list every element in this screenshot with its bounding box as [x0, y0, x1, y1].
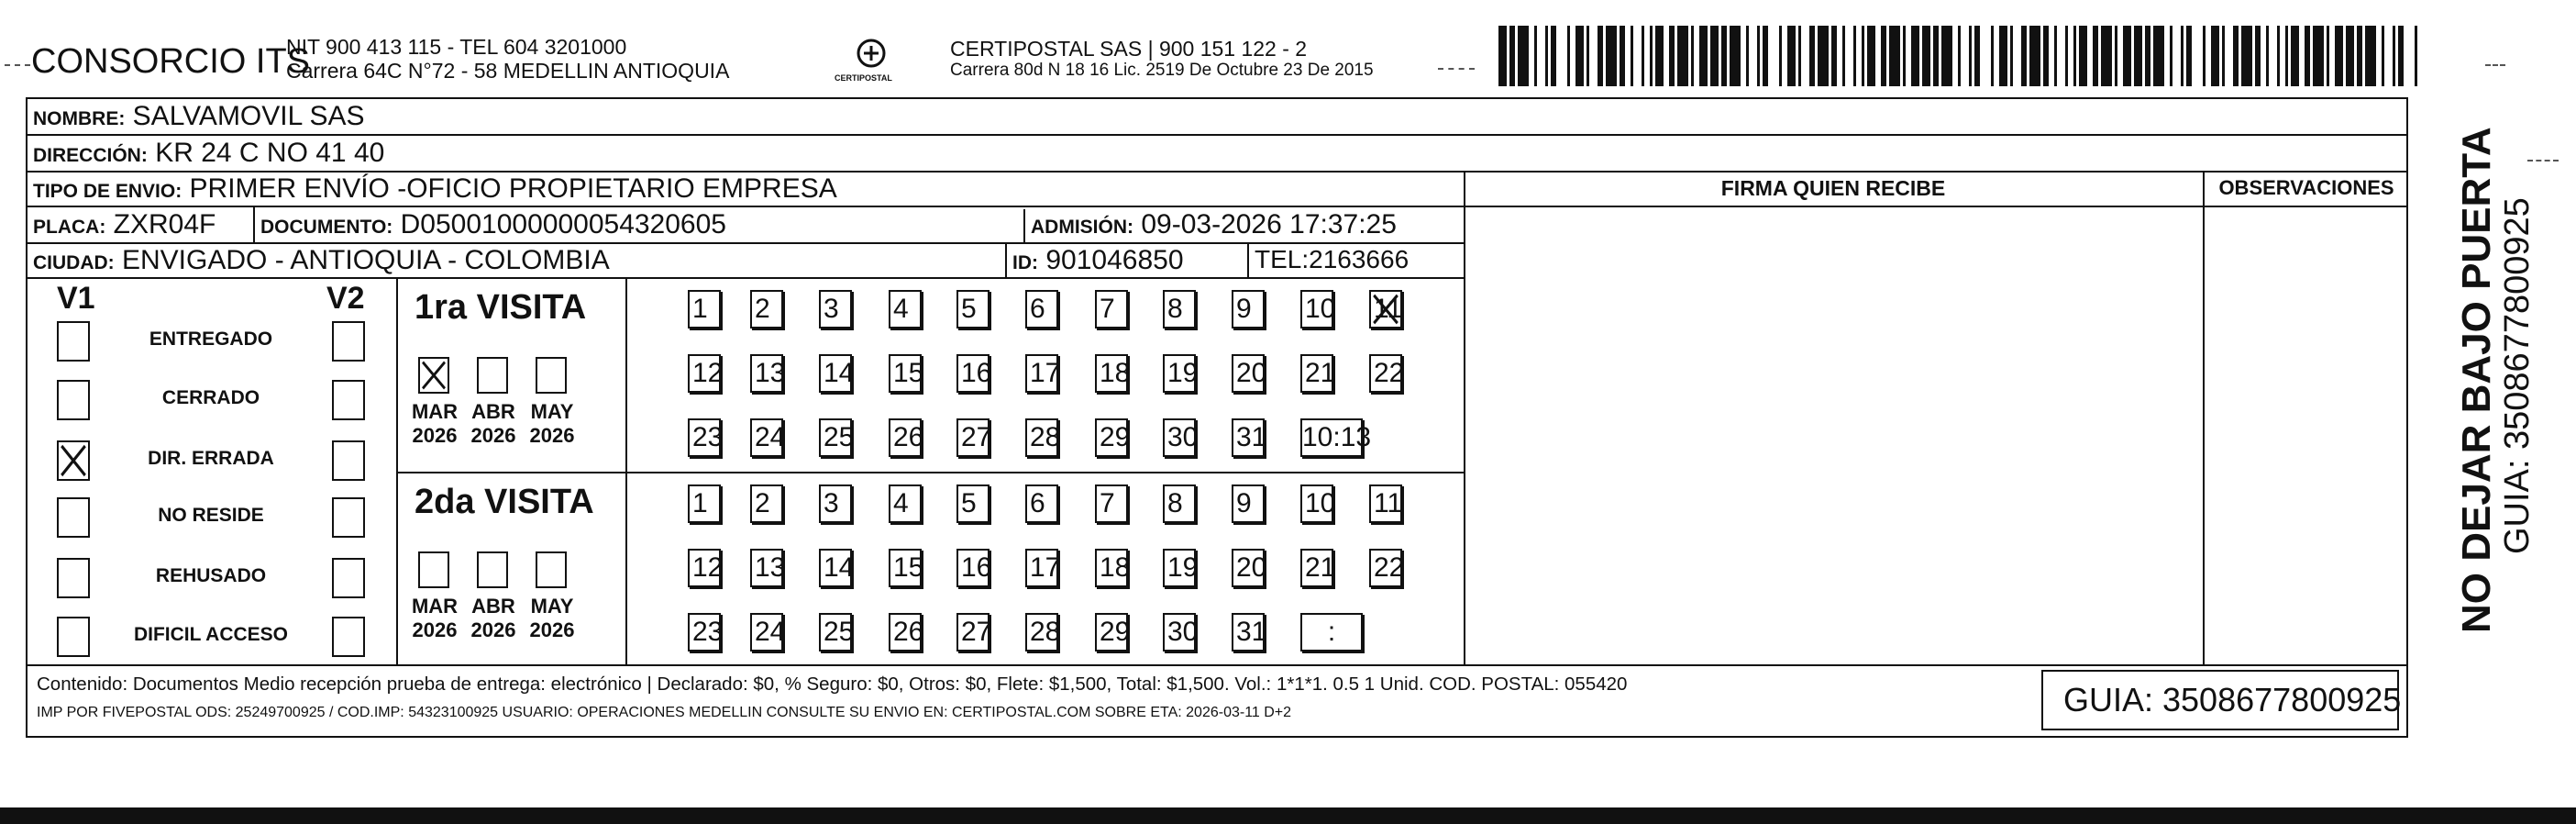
day-box[interactable]: [1369, 354, 1405, 393]
bottom-bar: [0, 807, 2576, 824]
company-name: CONSORCIO ITS: [31, 42, 311, 81]
day-box[interactable]: [889, 354, 922, 393]
v1-label: V1: [57, 281, 95, 316]
day-box[interactable]: [956, 418, 992, 457]
nombre-value: SALVAMOVIL SAS: [132, 101, 365, 131]
year-label: 2026: [470, 618, 516, 641]
carrier-name: CERTIPOSTAL SAS | 900 151 122 - 2: [950, 37, 1308, 61]
day-box[interactable]: [1369, 484, 1402, 523]
visit-title: 2da VISITA: [415, 483, 594, 521]
day-number: 30: [1167, 422, 1199, 452]
day-box[interactable]: [819, 484, 852, 523]
day-box[interactable]: [1025, 418, 1061, 457]
day-box[interactable]: [956, 484, 989, 523]
admision-label: ADMISIÓN:: [1031, 217, 1133, 238]
day-number: 22: [1374, 552, 1405, 583]
nombre-row: [33, 101, 365, 132]
admision-field: [1031, 209, 1397, 240]
month-checkbox[interactable]: [536, 357, 567, 394]
day-box[interactable]: [956, 354, 992, 393]
documento-value: D05001000000054320605: [400, 209, 726, 239]
documento-field: [260, 209, 726, 240]
day-box[interactable]: [1300, 549, 1336, 587]
day-box[interactable]: [1163, 290, 1196, 328]
day-box[interactable]: [1369, 290, 1402, 328]
direccion-label: DIRECCIÓN:: [33, 145, 148, 166]
v2-label: V2: [326, 281, 365, 316]
day-box[interactable]: [819, 290, 852, 328]
month-checkbox[interactable]: [418, 357, 449, 394]
day-number: 13: [755, 552, 786, 583]
v2-checkbox[interactable]: [332, 440, 365, 481]
row-line: [1464, 206, 2408, 207]
day-number: 14: [824, 552, 855, 583]
id-field: [1012, 245, 1184, 276]
month-label: ABR: [471, 595, 515, 618]
tel-label: TEL:: [1255, 245, 1310, 273]
day-box[interactable]: [889, 290, 922, 328]
company-address: Carrera 64C N°72 - 58 MEDELLIN ANTIOQUIA: [286, 59, 730, 83]
time-box[interactable]: [1300, 418, 1372, 457]
day-number: 31: [1236, 617, 1267, 647]
tel-value: 2163666: [1309, 245, 1410, 273]
day-number: 5: [961, 294, 977, 324]
logo-caption: CERTIPOSTAL: [835, 73, 892, 83]
day-number: 23: [692, 422, 724, 452]
day-number: 8: [1167, 294, 1183, 324]
day-number: 25: [824, 422, 855, 452]
day-box[interactable]: [1232, 613, 1265, 651]
year-label: 2026: [412, 424, 458, 447]
day-box[interactable]: [750, 484, 783, 523]
header-dash-right: [2485, 64, 2505, 66]
day-box[interactable]: [1163, 484, 1196, 523]
header-dash-mid: [1438, 68, 1475, 70]
day-box[interactable]: [1025, 613, 1061, 651]
day-number: 18: [1100, 358, 1131, 388]
col-line: [1464, 171, 1465, 664]
month-label: MAR: [411, 595, 459, 618]
side-notice: NO DEJAR BAJO PUERTA: [2454, 127, 2499, 633]
footer-imp-line: IMP POR FIVEPOSTAL ODS: 25249700925 / COD.IMP: 54323100925 USUARIO: OPERACIONES MEDELLIN CONSULTE SU ENVIO EN: CERTIPOSTAL.COM SOBRE ETA: 2026-03-11 D+2: [37, 705, 1292, 720]
col-line: [1005, 242, 1007, 277]
direccion-row: [33, 138, 384, 169]
day-box[interactable]: [819, 418, 855, 457]
v2-checkbox[interactable]: [332, 321, 365, 362]
day-box[interactable]: [688, 290, 721, 328]
v2-checkbox[interactable]: [332, 558, 365, 598]
row-line: [26, 171, 2408, 173]
side-dash: [2527, 160, 2559, 161]
v2-checkbox[interactable]: [332, 380, 365, 420]
day-box[interactable]: [956, 549, 992, 587]
barcode: [1498, 26, 2416, 86]
month-label: MAR: [411, 400, 459, 423]
day-box[interactable]: [1025, 484, 1058, 523]
day-number: 28: [1030, 617, 1061, 647]
day-box[interactable]: [956, 290, 989, 328]
footer-content-line: Contenido: Documentos Medio recepción prueba de entrega: electrónico | Declarado: $0, % Seguro: $0, Otros: $0, Flete: $1,500, Total: $1,500. Vol.: 1*1*1. 0.5 1 Unid. COD. POSTAL: 055420: [37, 674, 1628, 695]
day-number: 20: [1236, 358, 1267, 388]
day-box[interactable]: [1232, 549, 1265, 587]
day-number: 31: [1236, 422, 1267, 452]
day-number: 14: [824, 358, 855, 388]
day-number: 1: [692, 294, 708, 324]
visit-title: 1ra VISITA: [415, 288, 587, 327]
time-box[interactable]: [1300, 613, 1363, 651]
status-label: REHUSADO: [155, 565, 267, 586]
status-label: DIR. ERRADA: [148, 448, 274, 469]
col-line: [2203, 171, 2205, 664]
day-box[interactable]: [819, 613, 855, 651]
footer-guia: GUIA: 3508677800925: [2063, 681, 2402, 718]
year-label: 2026: [529, 618, 575, 641]
day-number: 3: [824, 488, 839, 518]
day-box[interactable]: [889, 418, 922, 457]
id-value: 901046850: [1045, 245, 1184, 275]
day-box[interactable]: [688, 484, 721, 523]
day-number: 11: [1374, 294, 1403, 324]
day-number: 18: [1100, 552, 1131, 583]
placa-field: [33, 209, 216, 240]
day-box[interactable]: [750, 549, 786, 587]
day-number: 12: [692, 358, 724, 388]
day-number: 15: [893, 358, 924, 388]
day-number: 17: [1030, 552, 1061, 583]
day-box[interactable]: [1163, 418, 1199, 457]
ciudad-label: CIUDAD:: [33, 252, 115, 273]
day-number: 4: [893, 488, 909, 518]
day-number: 5: [961, 488, 977, 518]
day-box[interactable]: [1163, 354, 1199, 393]
carrier-address: Carrera 80d N 18 16 Lic. 2519 De Octubre 23 De 2015: [950, 61, 1374, 80]
company-nit-tel: NIT 900 413 115 - TEL 604 3201000: [286, 35, 627, 59]
day-box[interactable]: [750, 613, 786, 651]
placa-value: ZXR04F: [113, 209, 216, 239]
day-number: 3: [824, 294, 839, 324]
day-box[interactable]: [1025, 354, 1061, 393]
day-number: 27: [961, 422, 992, 452]
day-number: 15: [893, 552, 924, 583]
day-box[interactable]: [889, 484, 922, 523]
day-box[interactable]: [1095, 549, 1131, 587]
tipo-value: PRIMER ENVÍO -OFICIO PROPIETARIO EMPRESA: [189, 173, 837, 204]
day-number: 2: [755, 488, 770, 518]
day-box[interactable]: [688, 549, 724, 587]
day-number: 21: [1305, 358, 1336, 388]
month-checkbox[interactable]: [418, 551, 449, 588]
day-box[interactable]: [1095, 613, 1131, 651]
row-line: [26, 134, 2408, 136]
day-number: 6: [1030, 488, 1045, 518]
day-number: 29: [1100, 617, 1131, 647]
day-number: 24: [755, 617, 786, 647]
v1-checkbox[interactable]: [57, 321, 90, 362]
month-checkbox[interactable]: [477, 357, 508, 394]
col-line: [253, 206, 255, 242]
status-label: NO RESIDE: [158, 505, 264, 526]
status-label: ENTREGADO: [149, 328, 273, 350]
day-number: 21: [1305, 552, 1336, 583]
header-dash-left: [5, 64, 30, 66]
year-label: 2026: [529, 424, 575, 447]
day-number: 25: [824, 617, 855, 647]
day-number: 26: [893, 422, 924, 452]
day-number: 10: [1305, 488, 1336, 518]
month-checkbox[interactable]: [477, 551, 508, 588]
day-box[interactable]: [1163, 613, 1199, 651]
day-box[interactable]: [1095, 418, 1131, 457]
day-box[interactable]: [1095, 484, 1128, 523]
id-label: ID:: [1012, 252, 1038, 273]
day-number: 9: [1236, 488, 1252, 518]
day-box[interactable]: [889, 549, 922, 587]
ciudad-field: [33, 245, 610, 276]
day-box[interactable]: [1232, 418, 1265, 457]
day-number: 9: [1236, 294, 1252, 324]
day-number: 2: [755, 294, 770, 324]
month-label: ABR: [471, 400, 515, 423]
day-number: 29: [1100, 422, 1131, 452]
day-number: 19: [1167, 358, 1199, 388]
placa-label: PLACA:: [33, 217, 106, 238]
status-label: CERRADO: [161, 387, 260, 408]
day-number: 12: [692, 552, 724, 583]
row-line: [396, 472, 1464, 473]
day-box[interactable]: [1232, 354, 1265, 393]
col-line: [1247, 242, 1249, 277]
day-number: 23: [692, 617, 724, 647]
day-number: 26: [893, 617, 924, 647]
v2-checkbox[interactable]: [332, 617, 365, 657]
day-box[interactable]: [1232, 290, 1265, 328]
row-line: [26, 277, 1464, 279]
tel-field: [1255, 245, 1409, 274]
tipo-label: TIPO DE ENVIO:: [33, 181, 182, 202]
v1-checkbox[interactable]: [57, 380, 90, 420]
status-label: DIFICIL ACCESO: [133, 624, 288, 645]
day-box[interactable]: [1095, 354, 1131, 393]
day-number: 1: [692, 488, 708, 518]
day-number: 7: [1100, 294, 1115, 324]
day-number: 4: [893, 294, 909, 324]
day-box[interactable]: [688, 613, 724, 651]
day-number: 11: [1374, 488, 1403, 518]
day-box[interactable]: [750, 418, 786, 457]
row-line: [26, 664, 2408, 666]
day-box[interactable]: [1232, 484, 1265, 523]
time-value: :: [1327, 617, 1336, 647]
day-number: 7: [1100, 488, 1115, 518]
day-number: 6: [1030, 294, 1045, 324]
day-box[interactable]: [1300, 354, 1336, 393]
side-guia: GUIA: 3508677800925: [2498, 197, 2537, 554]
col-line: [396, 277, 398, 664]
day-box[interactable]: [1163, 549, 1199, 587]
day-box[interactable]: [750, 354, 786, 393]
day-number: 19: [1167, 552, 1199, 583]
year-label: 2026: [412, 618, 458, 641]
day-number: 10: [1305, 294, 1336, 324]
tipo-row: [33, 173, 837, 205]
day-number: 27: [961, 617, 992, 647]
day-box[interactable]: [1095, 290, 1128, 328]
v2-checkbox[interactable]: [332, 497, 365, 538]
v1-checkbox[interactable]: [57, 497, 90, 538]
day-box[interactable]: [1025, 549, 1061, 587]
time-value: 10:13: [1302, 422, 1372, 452]
day-box[interactable]: [750, 290, 783, 328]
day-number: 8: [1167, 488, 1183, 518]
day-number: 24: [755, 422, 786, 452]
month-checkbox[interactable]: [536, 551, 567, 588]
day-number: 16: [961, 358, 992, 388]
observaciones-header: OBSERVACIONES: [2218, 176, 2394, 199]
day-box[interactable]: [819, 549, 855, 587]
day-box[interactable]: [819, 354, 855, 393]
col-line: [1023, 209, 1025, 242]
nombre-label: NOMBRE:: [33, 108, 126, 129]
day-number: 17: [1030, 358, 1061, 388]
firma-header: FIRMA QUIEN RECIBE: [1720, 176, 1946, 200]
day-number: 30: [1167, 617, 1199, 647]
day-box[interactable]: [956, 613, 992, 651]
ciudad-value: ENVIGADO - ANTIOQUIA - COLOMBIA: [122, 245, 610, 275]
day-box[interactable]: [1369, 549, 1405, 587]
day-number: 28: [1030, 422, 1061, 452]
month-label: MAY: [530, 595, 574, 618]
direccion-value: KR 24 C NO 41 40: [155, 138, 385, 168]
day-box[interactable]: [1300, 484, 1336, 523]
day-box[interactable]: [688, 354, 724, 393]
month-label: MAY: [530, 400, 574, 423]
documento-label: DOCUMENTO:: [260, 217, 393, 238]
day-number: 13: [755, 358, 786, 388]
day-number: 16: [961, 552, 992, 583]
day-number: 20: [1236, 552, 1267, 583]
day-number: 22: [1374, 358, 1405, 388]
day-box[interactable]: [1025, 290, 1058, 328]
v1-checkbox[interactable]: [57, 440, 90, 481]
v1-checkbox[interactable]: [57, 558, 90, 598]
day-box[interactable]: [1300, 290, 1336, 328]
col-line: [625, 277, 627, 664]
day-box[interactable]: [688, 418, 724, 457]
admision-value: 09-03-2026 17:37:25: [1141, 209, 1397, 239]
year-label: 2026: [470, 424, 516, 447]
day-box[interactable]: [889, 613, 922, 651]
v1-checkbox[interactable]: [57, 617, 90, 657]
